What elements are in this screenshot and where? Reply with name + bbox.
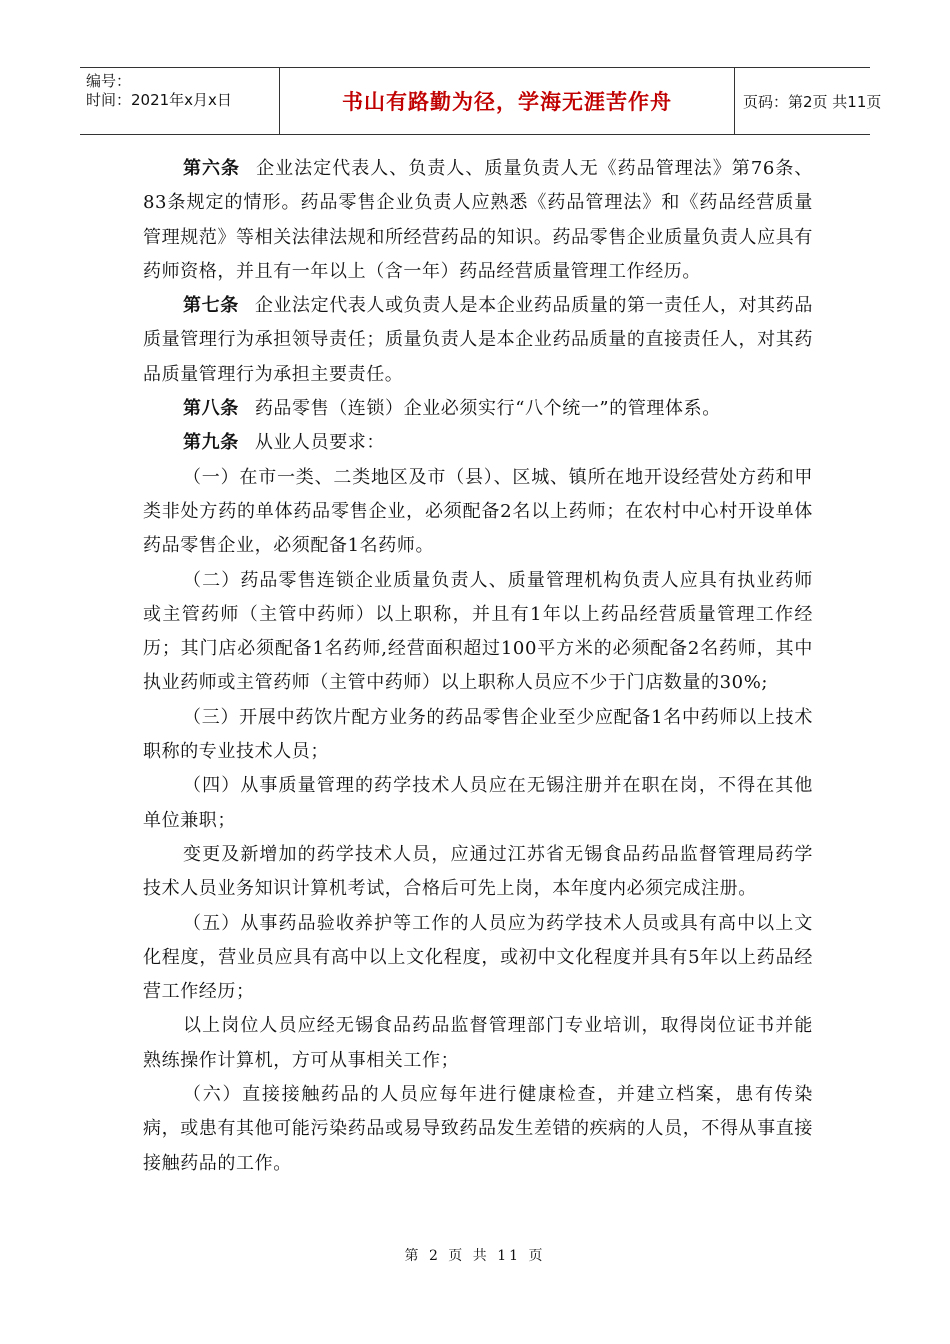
paragraph: 变更及新增加的药学技术人员，应通过江苏省无锡食品药品监督管理局药学技术人员业务知识计算机考试，合格后可先上岗，本年度内必须完成注册。: [143, 843, 813, 900]
header-page-info: 页码：第2页 共11页: [743, 92, 882, 111]
paragraph: （四）从事质量管理的药学技术人员应在无锡注册并在职在岗，不得在其他单位兼职；: [143, 775, 813, 831]
article-8: [143, 392, 813, 426]
paragraph: 以上岗位人员应经无锡食品药品监督管理部门专业培训，取得岗位证书并能熟练操作计算机，方可从事相关工作；: [143, 1015, 813, 1071]
article-9: [143, 426, 813, 460]
paragraph: （六）直接接触药品的人员应每年进行健康检查，并建立档案，患有传染病，或患有其他可能污染药品或易导致药品发生差错的疾病的人员，不得从事直接接触药品的工作。: [143, 1084, 813, 1174]
page-footer: 第 2 页 共 11 页: [404, 1248, 546, 1264]
header-motto-cell: [280, 68, 735, 134]
header-motto: 书山有路勤为径，学海无涯苦作舟: [342, 90, 672, 114]
article-7: [143, 289, 813, 392]
document-body: [143, 152, 813, 1181]
article-6: [143, 152, 813, 289]
article-label: 第八条: [183, 398, 239, 420]
article-text: 企业法定代表人或负责人是本企业药品质量的第一责任人，对其药品质量管理行为承担领导责任；质量负责人是本企业药品质量的直接责任人，对其药品质量管理行为承担主要责任。: [143, 295, 813, 385]
article-label: 第六条: [183, 158, 241, 179]
paragraph: （一）在市一类、二类地区及市（县）、区城、镇所在地开设经营处方药和甲类非处方药的单体药品零售企业，必须配备2名以上药师；在农村中心村开设单体药品零售企业，必须配备1名药师。: [143, 466, 813, 557]
header-meta: [80, 68, 280, 134]
article-text: 从业人员要求：: [254, 432, 386, 454]
header-page-cell: [735, 68, 882, 134]
article-text: 药品零售（连锁）企业必须实行“八个统一”的管理体系。: [254, 398, 721, 420]
article-label: 第七条: [183, 295, 239, 317]
document-number-label: 编号：: [86, 72, 132, 90]
paragraph: （五）从事药品验收养护等工作的人员应为药学技术人员或具有高中以上文化程度，营业员应具有高中以上文化程度，或初中文化程度并具有5年以上药品经营工作经历；: [143, 912, 813, 1003]
article-label: 第九条: [183, 432, 239, 454]
page-header: [80, 67, 882, 135]
article-text: 企业法定代表人、负责人、质量负责人无《药品管理法》第76条、83条规定的情形。药品零售企业负责人应熟悉《药品管理法》和《药品经营质量管理规范》等相关法律法规和所经营药品的知识。药品零售企业质量负责人应具有药师资格，并且有一年以上（含一年）药品经营质量管理工作经历。: [143, 158, 813, 282]
paragraph: （二）药品零售连锁企业质量负责人、质量管理机构负责人应具有执业药师或主管药师（主管中药师）以上职称，并且有1年以上药品经营质量管理工作经历；其门店必须配备1名药师,经营面积超过100平方米的必须配备2名药师，其中执业药师或主管药师（主管中药师）以上职称人员应不少于门店数量的30%;: [143, 569, 813, 694]
document-time-label: 时间：2021年x月x日: [86, 91, 232, 109]
paragraph: （三）开展中药饮片配方业务的药品零售企业至少应配备1名中药师以上技术职称的专业技术人员；: [143, 706, 813, 763]
